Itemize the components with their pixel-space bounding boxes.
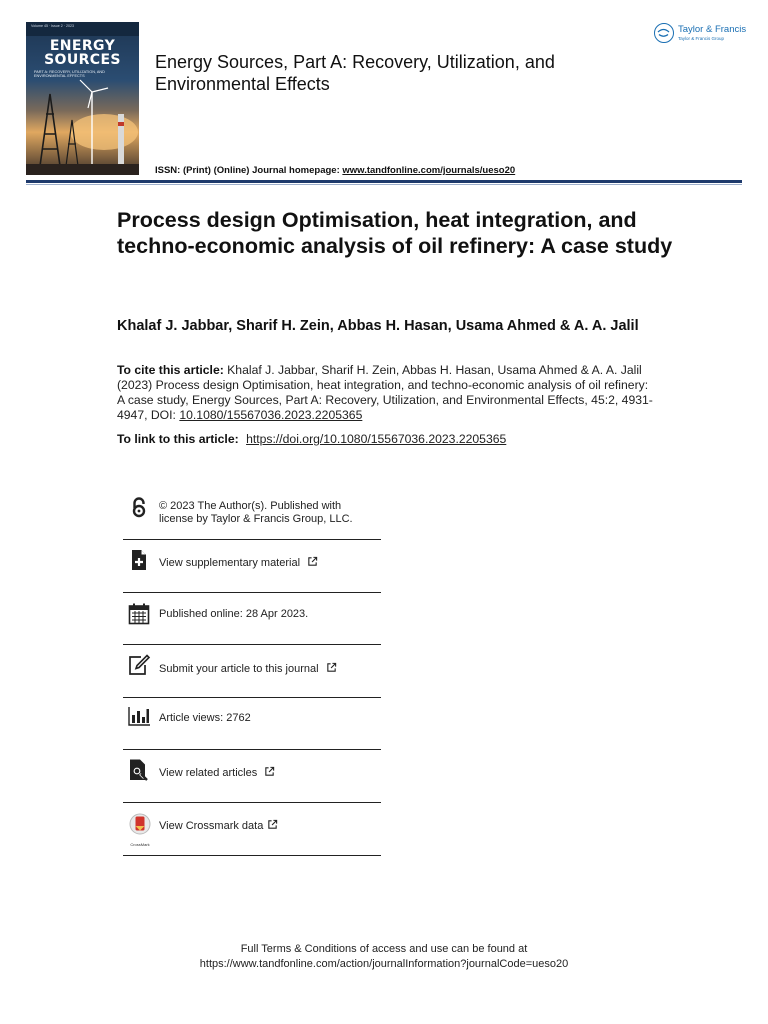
open-access-icon (127, 496, 151, 520)
publisher-name: Taylor & Francis (678, 24, 747, 35)
external-link-icon (264, 766, 275, 777)
citation-block (117, 363, 657, 423)
header-divider (26, 180, 742, 183)
open-access-text: © 2023 The Author(s). Published with license by Taylor & Francis Group, LLC. (159, 500, 353, 525)
supplementary-material-item[interactable] (123, 540, 381, 593)
cover-title: ENERGY SOURCES (44, 38, 121, 68)
journal-cover-image (26, 22, 139, 175)
article-title: Process design Optimisation, heat integration, and techno-economic analysis of oil refinery: A case study (117, 208, 673, 258)
article-info-list (123, 490, 381, 856)
publisher-logo[interactable] (654, 22, 746, 48)
search-document-icon (127, 758, 151, 782)
article-link-line (117, 432, 506, 446)
doi-link[interactable]: 10.1080/15567036.2023.2205365 (179, 408, 363, 422)
submit-article-item[interactable] (123, 645, 381, 698)
terms-text: Full Terms & Conditions of access and use can be found at (240, 943, 528, 955)
journal-title: Energy Sources, Part A: Recovery, Utilization, and Environmental Effects (155, 52, 555, 94)
document-plus-icon (127, 548, 151, 572)
publisher-logo-icon (654, 23, 674, 43)
cover-subtitle: PART A: RECOVERY, UTILIZATION, AND ENVIRONMENTAL EFFECTS (34, 70, 105, 79)
link-label: To link to this article: (117, 432, 239, 446)
published-online-date: Published online: 28 Apr 2023. (159, 608, 309, 620)
article-authors: Khalaf J. Jabbar, Sharif H. Zein, Abbas H. Hasan, Usama Ahmed & A. A. Jalil (117, 318, 639, 334)
article-views-item (123, 698, 381, 750)
terms-url[interactable]: https://www.tandfonline.com/action/journalInformation?journalCode=ueso20 (199, 958, 569, 970)
external-link-icon (326, 662, 337, 673)
publisher-tagline: Taylor & Francis Group (678, 36, 725, 41)
article-views-count: Article views: 2762 (159, 712, 251, 724)
cite-label: To cite this article: (117, 363, 224, 377)
terms-footer (0, 942, 768, 972)
external-link-icon (267, 819, 278, 830)
supplementary-material-link[interactable]: View supplementary material (159, 556, 318, 570)
issn-label: ISSN: (Print) (Online) Journal homepage: (155, 165, 340, 176)
header-divider-thin (26, 184, 742, 185)
cover-top-text: Volume 45 · Issue 2 · 2023 (31, 24, 74, 28)
article-doi-url-link[interactable]: https://doi.org/10.1080/15567036.2023.2205365 (246, 432, 507, 446)
cover-landscape-illustration (26, 74, 139, 175)
external-link-icon (307, 556, 318, 567)
crossmark-item[interactable] (123, 803, 381, 856)
related-articles-item[interactable] (123, 750, 381, 803)
crossmark-icon (127, 813, 153, 847)
bar-chart-icon (127, 704, 151, 728)
crossmark-link[interactable]: View Crossmark data (159, 819, 278, 833)
journal-homepage-link[interactable]: www.tandfonline.com/journals/ueso20 (342, 165, 516, 176)
submit-article-link[interactable]: Submit your article to this journal (159, 662, 337, 676)
edit-icon (127, 653, 151, 677)
related-articles-link[interactable]: View related articles (159, 766, 275, 780)
calendar-icon (127, 602, 151, 626)
open-access-item (123, 490, 381, 540)
cite-text: Khalaf J. Jabbar, Sharif H. Zein, Abbas H. Hasan, Usama Ahmed & A. A. Jalil (2023) Process design Optimisation, heat integration, and techno-economic analysis of oil refinery: A case study, Energy Sources, Part A: Recovery, Utilization, and Environmental Effects, 45:2, 4931-4947, DOI: (117, 363, 653, 422)
crossmark-icon-label: CrossMark (130, 842, 150, 847)
published-online-item (123, 593, 381, 645)
issn-homepage-line (155, 165, 515, 176)
cover-top-bar (26, 22, 139, 36)
